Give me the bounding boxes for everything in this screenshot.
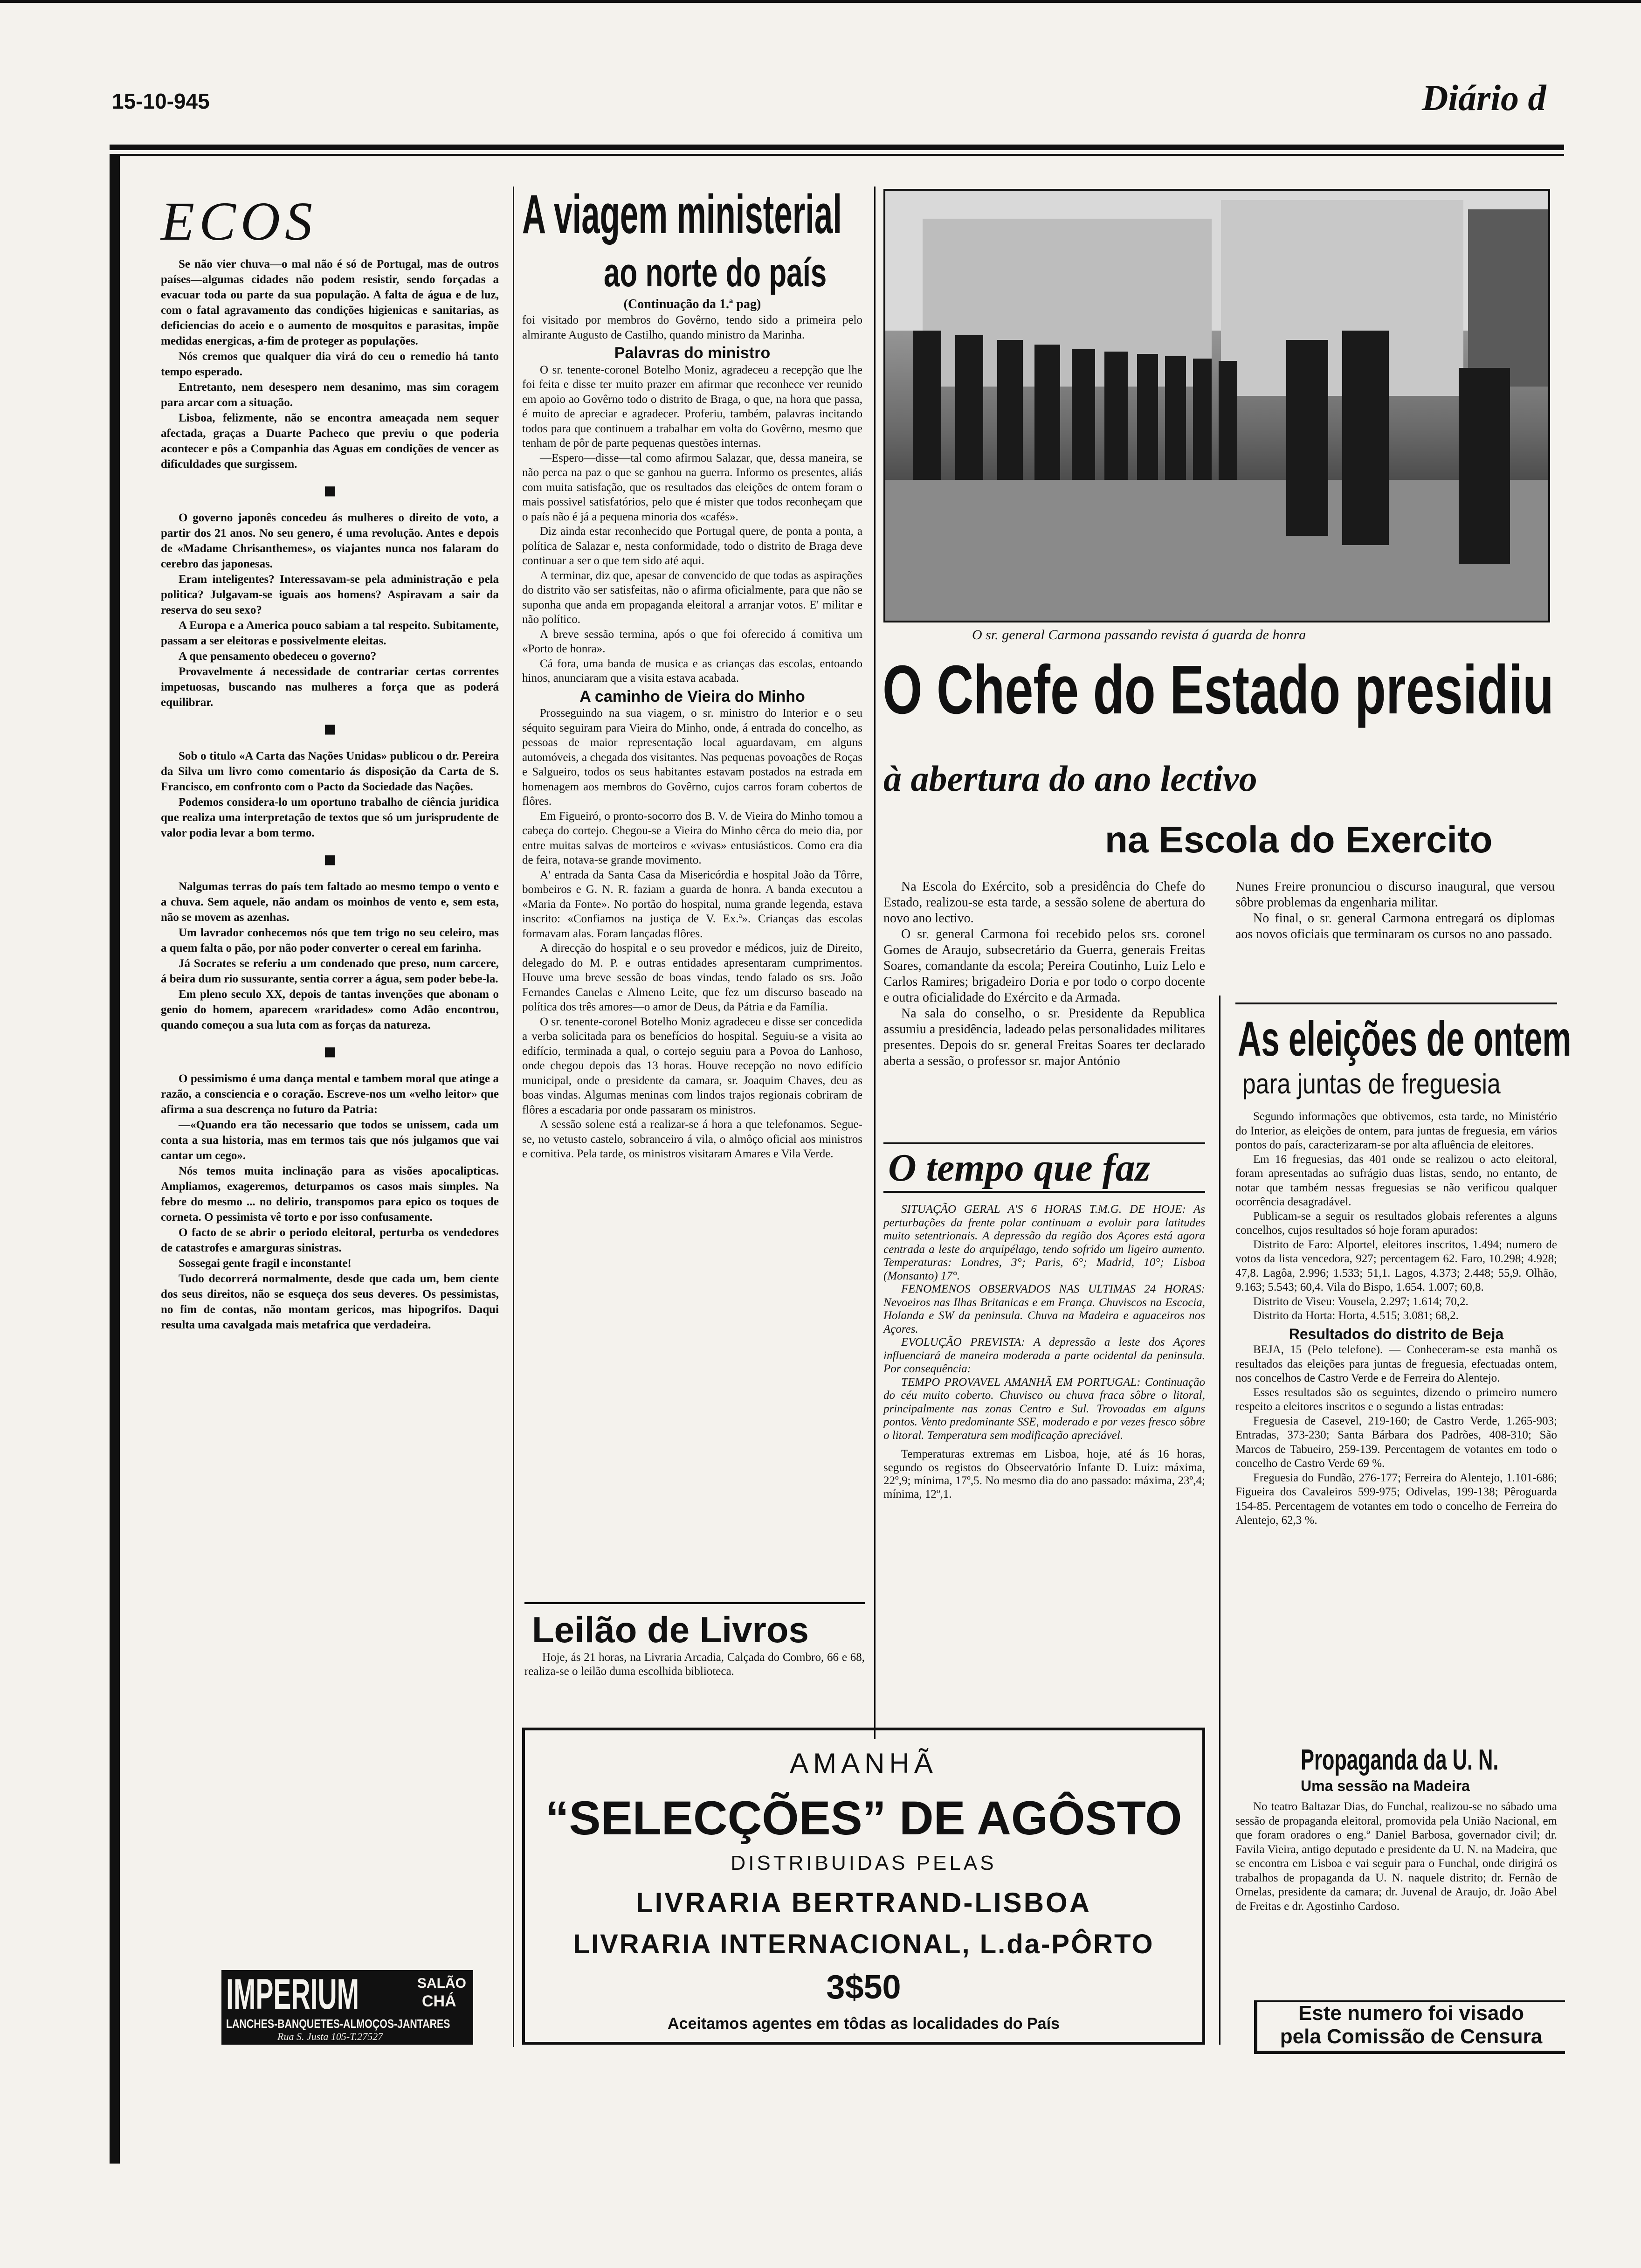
ad-bertrand: LIVRARIA BERTRAND-LISBOA bbox=[635, 1887, 1092, 1918]
propaganda-paragraph: No teatro Baltazar Dias, do Funchal, realizou-se no sábado uma sessão de propaganda eleitoral, promovida pela União Nacional, em que foram oradores o eng.º Daniel Barbosa, governador civil; dr. Favila Vieira, antigo deputado e presidente da U. N. na Madeira, que se encontra em Lisboa e vai seguir para o Funchal, onde dirigirá os trabalhos de propaganda da U. N. naquele distrito; dr. Fernão de Ornelas, presidente da camara; dr. Juvenal de Araujo, dr. João Abel de Freitas e dr. Agostinho Cardoso. bbox=[1235, 1800, 1557, 1913]
ecos-paragraph: Nalgumas terras do país tem faltado ao mesmo tempo o vento e a chuva. Sem aquele, não andam os moinhos de vento e, sem esta, não se movem as azenhas. bbox=[161, 880, 499, 924]
bottom-mark bbox=[110, 2159, 120, 2164]
viagem-paragraph: O sr. tenente-coronel Botelho Moniz, agradeceu a recepção que lhe foi feita e disse ter muito prazer em afirmar que reconhece ver reunido em apoio ao Govêrno todo o distrito de Braga, o que, na hora que passa, é muito de apreciar e agradecer. Proferiu, também, palavras incitando todos para que continuem a trabalhar em volta do Govêrno, mesmo que tenham de pôr de parte pequenas questões internas. bbox=[522, 363, 862, 449]
ecos-paragraph: Em pleno seculo XX, depois de tantas invenções que abonam o genio do homem, aparecem «raridades» como Adão encontrou, quando começou a sua luta com as forças da natureza. bbox=[161, 988, 499, 1031]
ecos-block-1 bbox=[161, 256, 499, 472]
ecos-paragraph: O pessimismo é uma dança mental e tambem moral que atinge a razão, a consciencia e o coração. Escreve-nos um «velho leitor» que afirma a sua descrença no futuro da Patria: bbox=[161, 1072, 499, 1116]
eleicoes-paragraph: Distrito de Viseu: Vousela, 2.297; 1.614; 70,2. bbox=[1253, 1295, 1469, 1308]
ecos-paragraph: Já Socrates se referiu a um condenado que preso, num carcere, á beira dum rio sussurante, sentia correr a água, sem poder bebe-la. bbox=[161, 957, 499, 985]
leilao-section bbox=[524, 1609, 865, 1679]
header-rule bbox=[110, 145, 1564, 150]
censura-line-2: pela Comissão de Censura bbox=[1280, 2025, 1543, 2048]
propaganda-subheading: Uma sessão na Madeira bbox=[1301, 1777, 1470, 1794]
ecos-title: ECOS bbox=[161, 191, 317, 252]
chefe-paragraph: Na sala do conselho, o sr. Presidente da Republica assumiu a presidência, ladeado pelas personalidades militares presentes. Depois do sr. general Freitas Soares ter declarado aberta a sessão, o professor sr. major António bbox=[883, 1006, 1205, 1068]
censura-line-1: Este numero foi visado bbox=[1298, 2002, 1524, 2025]
eleicoes-paragraph: Distrito da Horta: Horta, 4.515; 3.081; 68,2. bbox=[1253, 1309, 1459, 1322]
ecos-block-4 bbox=[161, 879, 499, 1033]
tempo-paragraph: EVOLUÇÃO PREVISTA: A depressão a leste dos Açores influenciará de maneira moderada a parte ocidental da peninsula. Por consequência: bbox=[883, 1336, 1205, 1375]
imperium-ad bbox=[221, 1970, 473, 2045]
ad-price: 3$50 bbox=[826, 1969, 901, 2006]
eleicoes-rule bbox=[1235, 1003, 1557, 1004]
viagem-paragraph: Prosseguindo na sua viagem, o sr. ministro do Interior e o seu séquito seguiram para Vieira do Minho, onde, á entrada do concelho, as pessoas de maior representação local aguardavam, em alguns automóveis, a chegada dos visitantes. Nas pequenas povoações de Roças e Salgueiro, todos os seus habitantes estavam postados na estrada em homenagem aos membros do Govêrno, cujos carros foram cobertos de flôres. bbox=[522, 707, 862, 808]
ecos-block-5 bbox=[161, 1071, 499, 1333]
leilao-text: Hoje, ás 21 horas, na Livraria Arcadia, Calçada do Combro, 66 e 68, realiza-se o leilão duma escolhida biblioteca. bbox=[524, 1651, 865, 1678]
chefe-subtitle-2: na Escola do Exercito bbox=[1105, 819, 1493, 860]
tempo-paragraph: TEMPO PROVAVEL AMANHÃ EM PORTUGAL: Continuação do céu muito coberto. Chuvisco ou chuva fraca sôbre o litoral, principalmente nas zonas Centro e Sul. Trovoadas em alguns pontos. Vento predominante SSE, moderado e por vezes fresco sôbre o litoral. Temperatura sem modificação apreciável. bbox=[883, 1376, 1205, 1442]
leilao-rule bbox=[524, 1602, 865, 1604]
section-separator: ■ bbox=[324, 479, 336, 502]
censura-box bbox=[1254, 2000, 1565, 2054]
ecos-paragraph: Se não vier chuva—o mal não é só de Portugal, mas de outros países—algumas cidades não podem resistir, sendo forçadas a evacuar toda ou parte da sua população. A falta de água e de luz, com o fatal agravamento das condições higienicas e sanitarias, as deficiencias do aceio e o aumento de mosquitos e parasitas, impõe medidas energicas, a-fim de proteger as populações. bbox=[161, 258, 499, 347]
viagem-paragraph: Diz ainda estar reconhecido que Portugal quere, de ponta a ponta, a política de Salazar e, nesta conformidade, todo o distrito de Braga deve continuar a ser o que tem sido até aqui. bbox=[522, 525, 862, 567]
tempo-title: O tempo que faz bbox=[888, 1146, 1151, 1189]
ecos-paragraph: Provavelmente á necessidade de contrariar certas correntes impetuosas, buscando nas mulheres a força que as poderá equilibrar. bbox=[161, 665, 499, 709]
ecos-paragraph: Entretanto, nem desespero nem desanimo, mas sim coragem para arcar com a situação. bbox=[161, 381, 499, 409]
column-divider bbox=[513, 187, 514, 2047]
imperium-services: LANCHES-BANQUETES-ALMOÇOS-JANTARES bbox=[226, 2017, 450, 2031]
eleicoes-paragraph: BEJA, 15 (Pelo telefone). — Conheceram-se esta manhã os resultados das eleições para juntas de freguesia, efectuadas ontem, nos concelhos de Castro Verde e de Ferreira do Alentejo. bbox=[1235, 1343, 1557, 1384]
ecos-paragraph: A Europa e a America pouco sabiam a tal respeito. Subitamente, passam a ser eleitoras e possivelmente eleitas. bbox=[161, 619, 499, 647]
eleicoes-paragraph: Freguesia do Fundão, 276-177; Ferreira do Alentejo, 1.101-686; Figueira dos Cavaleiros 599-975; Odivelas, 199-138; Pêroguarda 154-85. Percentagem de votantes em todo o concelho de Ferreira do Alentejo, 62,3 %. bbox=[1235, 1471, 1557, 1527]
ecos-paragraph: Sossegai gente fragil e inconstante! bbox=[179, 1257, 352, 1270]
chefe-paragraph: Nunes Freire pronunciou o discurso inaugural, que versou sôbre problemas da engenharia militar. bbox=[1235, 879, 1555, 910]
viagem-subheading: Palavras do ministro bbox=[614, 344, 771, 362]
imperium-name: IMPERIUM bbox=[226, 1971, 359, 2018]
ecos-paragraph: —«Quando era tão necessario que todos se unissem, cada um conta a sua historia, mas em termos tais que nós julgamos que vai cantar um cego». bbox=[161, 1119, 499, 1162]
chefe-paragraph: Na Escola do Exército, sob a presidência do Chefe do Estado, realizou-se esta tarde, a sessão solene de abertura do novo ano lectivo. bbox=[883, 879, 1205, 926]
top-edge-rule bbox=[0, 0, 1641, 3]
eleicoes-paragraph: Freguesia de Casevel, 219-160; de Castro Verde, 1.265-903; Entradas, 373-230; Santa Bárbara dos Padrões, 408-310; São Marcos de Tabueiro, 259-139. Percentagem de votantes em todo o concelho de Castro Verde 69 %. bbox=[1235, 1414, 1557, 1470]
viagem-paragraph: Cá fora, uma banda de musica e as crianças das escolas, entoando hinos, anunciaram que a visita estava acabada. bbox=[522, 657, 862, 685]
section-separator: ■ bbox=[324, 1040, 336, 1063]
viagem-body bbox=[522, 313, 862, 1162]
photo-scene-illustration bbox=[885, 191, 1548, 621]
viagem-paragraph: A' entrada da Santa Casa da Misericórdia e hospital João da Tôrre, bombeiros e G. N. R. faziam a guarda de honra. A banda executou a «Maria da Fonte». No portão do hospital, numa grande legenda, estava inscrito: «Confiamos na justiça de V. Ex.ª». Crianças das escolas formavam alas. Foram lançadas flôres. bbox=[522, 868, 862, 940]
chefe-col-1 bbox=[883, 879, 1205, 1069]
tempo-paragraph: FENOMENOS OBSERVADOS NAS ULTIMAS 24 HORAS: Nevoeiros nas Ilhas Britanicas e em França. Chuviscos na Escocia, Holanda e SW da peninsula. Chuva na Madeira e aguaceiros nos Açores. bbox=[883, 1283, 1205, 1335]
eleicoes-subtitle: para juntas de freguesia bbox=[1242, 1068, 1501, 1099]
viagem-continuation: (Continuação da 1.ª pag) bbox=[623, 297, 761, 311]
chefe-paragraph: O sr. general Carmona foi recebido pelos srs. coronel Gomes de Araujo, subsecretário da Guerra, generais Freitas Soares, comandante da escola; Pereira Coutinho, Luiz Lelo e Carlos Ramires; brigadeiro Doria e por todo o corpo docente e outra oficialidade do Exército e da Armada. bbox=[883, 927, 1205, 1005]
header-rule-thin bbox=[110, 154, 1564, 156]
tempo-text bbox=[883, 1203, 1205, 1501]
ad-distribuidas: DISTRIBUIDAS PELAS bbox=[731, 1852, 997, 1874]
ecos-paragraph: Lisboa, felizmente, não se encontra ameaçada nem sequer afectada, graças a Duarte Pacheco que previu o que poderia acontecer e pôs a Companhia das Aguas em condições de vencer as dificuldades que surgissem. bbox=[161, 412, 499, 470]
viagem-paragraph: A breve sessão termina, após o que foi oferecido á comitiva um «Porto de honra». bbox=[522, 628, 862, 655]
tempo-paragraph: SITUAÇÃO GERAL A'S 6 HORAS T.M.G. DE HOJE: As perturbações da frente polar continuam a evoluir para latitudes muito setentrionais. A depressão da região dos Açores está agora centrada a leste do arquipélago, tendo sofrido um ligeiro aumento. Temperaturas: Londres, 3°; Paris, 6°; Madrid, 10°; Lisboa (Monsanto) 17°. bbox=[883, 1203, 1205, 1282]
column-divider bbox=[874, 187, 876, 1739]
viagem-subheading: A caminho de Vieira do Minho bbox=[579, 687, 805, 705]
eleicoes-text bbox=[1235, 1110, 1557, 1528]
viagem-paragraph: —Espero—disse—tal como afirmou Salazar, que, dessa maneira, se não perca na paz o que se ganhou na guerra. Informo os presentes, aliás com muita satisfação, que os resultados das eleições de ontem foram o mais possivel satisfatórios, pelo que é mister que todos reconheçam que o país não é já a pequena minoria dos «cafés». bbox=[522, 451, 862, 523]
masthead: Diário d bbox=[1422, 77, 1546, 118]
ecos-block-3 bbox=[161, 748, 499, 841]
ecos-column bbox=[161, 187, 499, 1333]
ecos-paragraph: Um lavrador conhecemos nós que tem trigo no seu celeiro, mas a quem falta o pão, por não poder converter o cereal em farinha. bbox=[161, 927, 499, 954]
imperium-address: Rua S. Justa 105-T.27527 bbox=[277, 2031, 383, 2042]
section-separator: ■ bbox=[324, 718, 336, 740]
viagem-paragraph: A direcção do hospital e o seu provedor e médicos, juiz de Direito, delegado do M. P. e outras entidades apresentaram cumprimentos. Houve uma breve sessão de boas vindas, tendo falado os srs. João Fernandes Canelas e Almeno Leite, que fez um discurso baseado na política dos três amores—o amor de Deus, da Pátria e da Família. bbox=[522, 942, 862, 1013]
eleicoes-title: As eleições de ontem bbox=[1238, 1011, 1572, 1066]
ad-amanha: AMANHÃ bbox=[790, 1748, 938, 1779]
section-separator: ■ bbox=[324, 848, 336, 871]
column-divider bbox=[1219, 996, 1220, 2045]
ecos-paragraph: A que pensamento obedeceu o governo? bbox=[179, 650, 377, 663]
viagem-title: A viagem ministerial bbox=[522, 184, 842, 245]
ecos-paragraph: Nós cremos que qualquer dia virá do ceu o remedio há tanto tempo esperado. bbox=[161, 350, 499, 378]
ecos-block-2 bbox=[161, 510, 499, 710]
imperium-cha: CHÁ bbox=[422, 1992, 456, 2010]
eleicoes-paragraph: Em 16 freguesias, das 401 onde se realizou o acto eleitoral, foram apresentadas ao sufrágio duas listas, sendo, no entanto, de notar que também nessas freguesias se não verificou qualquer ocorrência desagradável. bbox=[1235, 1153, 1557, 1208]
left-margin-bar bbox=[110, 154, 120, 2159]
eleicoes-paragraph: Distrito de Faro: Alportel, eleitores inscritos, 1.494; numero de votos da lista vencedora, 927; percentagem 62. Faro, 10.298; 4.928; 47,8. Lagôa, 2.996; 1.533; 51,1. Lagos, 4.373; 2.448; 55,9. Olhão, 9.163; 5.543; 60,4. Vila do Bispo, 1.654. 1.007; 60,8. bbox=[1235, 1238, 1557, 1293]
ad-title: “SELECÇÕES” DE AGÔSTO bbox=[545, 1791, 1182, 1845]
viagem-paragraph: Em Figueiró, o pronto-socorro dos B. V. de Vieira do Minho tomou a cabeça do cortejo. Chegou-se a Vieira do Minho cêrca do meio dia, por entre muitas salvas de morteiros e «vivas» entusiásticos. Como era dia de feira, notava-se grande movimento. bbox=[522, 809, 862, 866]
tempo-paragraph: Temperaturas extremas em Lisboa, hoje, até ás 16 horas, segundo os registos do Obseervatório Infante D. Luiz: máxima, 22º,9; mínima, 17º,5. No mesmo dia do ano passado: máxima, 23º,4; mínima, 12º,1. bbox=[883, 1448, 1205, 1500]
chefe-title: O Chefe do Estado presidiu bbox=[883, 651, 1554, 728]
viagem-paragraph: foi visitado por membros do Govêrno, tendo sido a primeira pelo almirante Augusto de Castilho, quando ministro da Marinha. bbox=[522, 314, 862, 341]
imperium-salao: SALÃO bbox=[417, 1976, 466, 1991]
eleicoes-subheading: Resultados do distrito de Beja bbox=[1289, 1325, 1504, 1342]
page-date: 15-10-945 bbox=[112, 89, 210, 113]
ecos-paragraph: Nós temos muita inclinação para as visões apocalipticas. Ampliamos, exageremos, deturpamos os casos mais simples. Na febre do mesmo ... no delirio, transpomos para epico os toques de corneta. O pessimista vê torto e por isso confusamente. bbox=[161, 1165, 499, 1224]
ecos-paragraph: Podemos considera-lo um oportuno trabalho de ciência juridica que realiza uma interpretação de textos que só um jurisprudente de valor podia levar a bom termo. bbox=[161, 796, 499, 839]
eleicoes-paragraph: Segundo informações que obtivemos, esta tarde, no Ministério do Interior, as eleições de ontem, para juntas de freguesia, em vários pontos do país, caracterizaram-se por alta afluência de eleitores. bbox=[1235, 1110, 1557, 1151]
photo-caption: O sr. general Carmona passando revista á guarda de honra bbox=[972, 627, 1306, 643]
propaganda-title: Propaganda da U. N. bbox=[1301, 1744, 1499, 1776]
viagem-paragraph: O sr. tenente-coronel Botelho Moniz agradeceu e disse ser concedida a verba solicitada para os benefícios do hospital. Seguiu-se a visita ao edifício, terminada a qual, o cortejo seguiu para a Povoa do Lanhoso, onde chegou depois das 13 horas. Houve recepção no novo edifício municipal, onde o presidente da camara, sr. Joaquim Chaves, deu as boas vindas. Algumas meninas com lindos trajos regionais cobriram de flôres a escadaria por onde passaram os ministros. bbox=[522, 1015, 862, 1116]
ad-footer: Aceitamos agentes em tôdas as localidades do País bbox=[668, 2015, 1060, 2033]
viagem-paragraph: A sessão solene está a realizar-se á hora a que telefonamos. Segue-se, no vetusto castelo, sobranceiro á vila, o almôço oficial aos ministros e comitiva. Pela tarde, os ministros visitaram Amares e Vila Verde. bbox=[522, 1118, 862, 1160]
carmona-photo bbox=[883, 189, 1550, 622]
viagem-subtitle: ao norte do país bbox=[604, 250, 827, 295]
propaganda-text bbox=[1235, 1800, 1557, 1914]
viagem-paragraph: A terminar, diz que, apesar de convencido de que todas as aspirações do distrito vão ser satisfeitas, não o afirma oficialmente, para que não se suponha que anda em propaganda eleitoral a arranjar votos. E' militar e não político. bbox=[522, 569, 862, 626]
eleicoes-paragraph: Esses resultados são os seguintes, dizendo o primeiro numero respeito a eleitores inscritos e o segundo a listas entradas: bbox=[1235, 1386, 1557, 1413]
eleicoes-paragraph: Publicam-se a seguir os resultados globais referentes a alguns concelhos, cujos resultados só hoje foram apurados: bbox=[1235, 1210, 1557, 1237]
chefe-paragraph: No final, o sr. general Carmona entregará os diplomas aos novos oficiais que terminaram os cursos no ano passado. bbox=[1235, 911, 1555, 941]
viagem-column bbox=[522, 184, 862, 1162]
ecos-paragraph: O facto de se abrir o periodo eleitoral, perturba os vendedores de catastrofes e amarguras sinistras. bbox=[161, 1226, 499, 1254]
chefe-subtitle: à abertura do ano lectivo bbox=[883, 758, 1257, 799]
ecos-paragraph: Sob o titulo «A Carta das Nações Unidas» publicou o dr. Pereira da Silva um livro como comentario ás disposição da Carta de S. Francisco, em confronto com o Pacto da Sociedade das Nações. bbox=[161, 750, 499, 793]
ecos-paragraph: Tudo decorrerá normalmente, desde que cada um, bem ciente dos seus direitos, não se esqueça dos seus deveres. Os pessimistas, no fim de contas, não montam gericos, mas hipogrifos. Daqui resulta uma cavalgada mais metafrica que verdadeira. bbox=[161, 1272, 499, 1331]
ecos-paragraph: Eram inteligentes? Interessavam-se pela administração e pela politica? Julgavam-se iguais aos homens? Aspiravam a sair da reserva do seu sexo? bbox=[161, 573, 499, 616]
ecos-paragraph: O governo japonês concedeu ás mulheres o direito de voto, a partir dos 21 anos. No seu genero, é uma revolução. Antes e depois de «Madame Chrisanthemes», os viajantes nunca nos falaram do cerebro das japonesas. bbox=[161, 512, 499, 570]
leilao-title: Leilão de Livros bbox=[532, 1609, 809, 1650]
chefe-col-2 bbox=[1235, 879, 1555, 942]
ad-internacional: LIVRARIA INTERNACIONAL, L.da-PÔRTO bbox=[573, 1929, 1154, 1959]
selecoes-ad bbox=[522, 1728, 1205, 2045]
